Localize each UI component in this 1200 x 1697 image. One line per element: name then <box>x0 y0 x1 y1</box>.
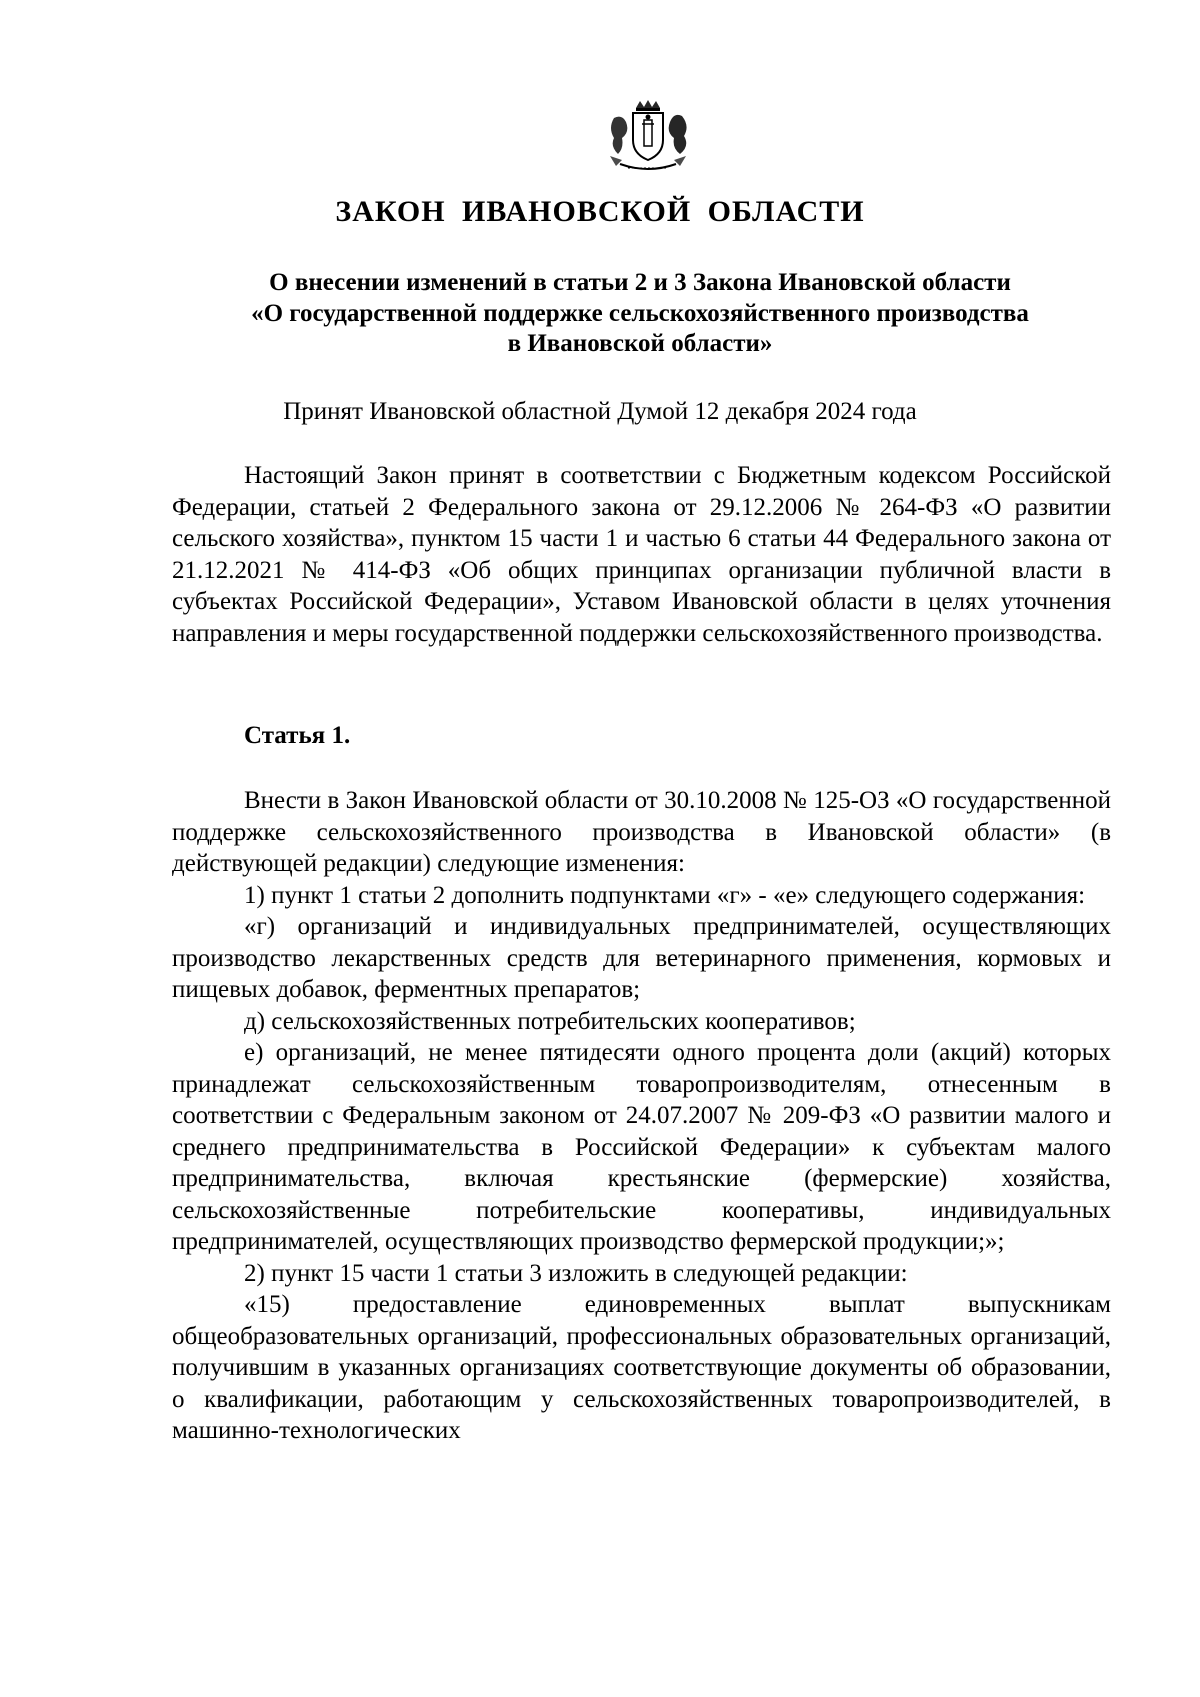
article-paragraph: «г) организаций и индивидуальных предпринимателей, осуществляющих производство лекарственных средств для ветеринарного применения, кормовых и пищевых добавок, ферментных препаратов; <box>172 913 1111 1003</box>
article-1-body <box>172 785 1111 1447</box>
coat-of-arms-icon <box>600 98 696 178</box>
adoption-statement: Принят Ивановской областной Думой 12 декабря 2024 года <box>283 398 917 425</box>
preamble <box>172 460 1111 649</box>
article-paragraph: 2) пункт 15 части 1 статьи 3 изложить в следующей редакции: <box>244 1259 908 1287</box>
subject-line: О внесении изменений в статьи 2 и 3 Закона Ивановской области <box>269 269 1011 296</box>
article-1-heading: Статья 1. <box>244 722 351 749</box>
preamble-paragraph: Настоящий Закон принят в соответствии с Бюджетным кодексом Российской Федерации, статьей 2 Федерального закона от 29.12.2006 № 264-ФЗ «О развитии сельского хозяйства», пунктом 15 части 1 и частью 6 статьи 44 Федерального закона от 21.12.2021 № 414-ФЗ «Об общих принципах организации публичной власти в субъектах Российской Федерации», Уставом Ивановской области в целях уточнения направления и меры государственной поддержки сельскохозяйственного производства. <box>172 462 1111 647</box>
article-paragraph: «15) предоставление единовременных выплат выпускникам общеобразовательных организаций, профессиональных образовательных организаций, получившим в указанных организациях соответствующие документы об образовании, о квалификации, работающим у сельскохозяйственных товаропроизводителей, в машинно-технологических <box>172 1291 1111 1444</box>
article-paragraph: д) сельскохозяйственных потребительских кооперативов; <box>244 1007 856 1035</box>
law-subject <box>160 268 1120 360</box>
article-paragraph: 1) пункт 1 статьи 2 дополнить подпунктами «г» - «е» следующего содержания: <box>244 881 1086 909</box>
subject-line: «О государственной поддержке сельскохозяйственного производства <box>251 299 1029 327</box>
article-paragraph: Внести в Закон Ивановской области от 30.10.2008 № 125-ОЗ «О государственной поддержке сельскохозяйственного производства в Ивановской области» (в действующей редакции) следующие изменения: <box>172 787 1111 877</box>
subject-line: в Ивановской области» <box>507 330 773 357</box>
law-title: ЗАКОН ИВАНОВСКОЙ ОБЛАСТИ <box>335 195 865 228</box>
article-paragraph: е) организаций, не менее пятидесяти одного процента доли (акций) которых принадлежат сельскохозяйственным товаропроизводителям, отнесенным в соответствии с Федеральным законом от 24.07.2007 № 209-ФЗ «О развитии малого и среднего предпринимательства в Российской Федерации» к субъектам малого предпринимательства, включая крестьянские (фермерские) хозяйства, сельскохозяйственные потребительские кооперативы, индивидуальных предпринимателей, осуществляющих производство фермерской продукции;»; <box>172 1039 1111 1255</box>
